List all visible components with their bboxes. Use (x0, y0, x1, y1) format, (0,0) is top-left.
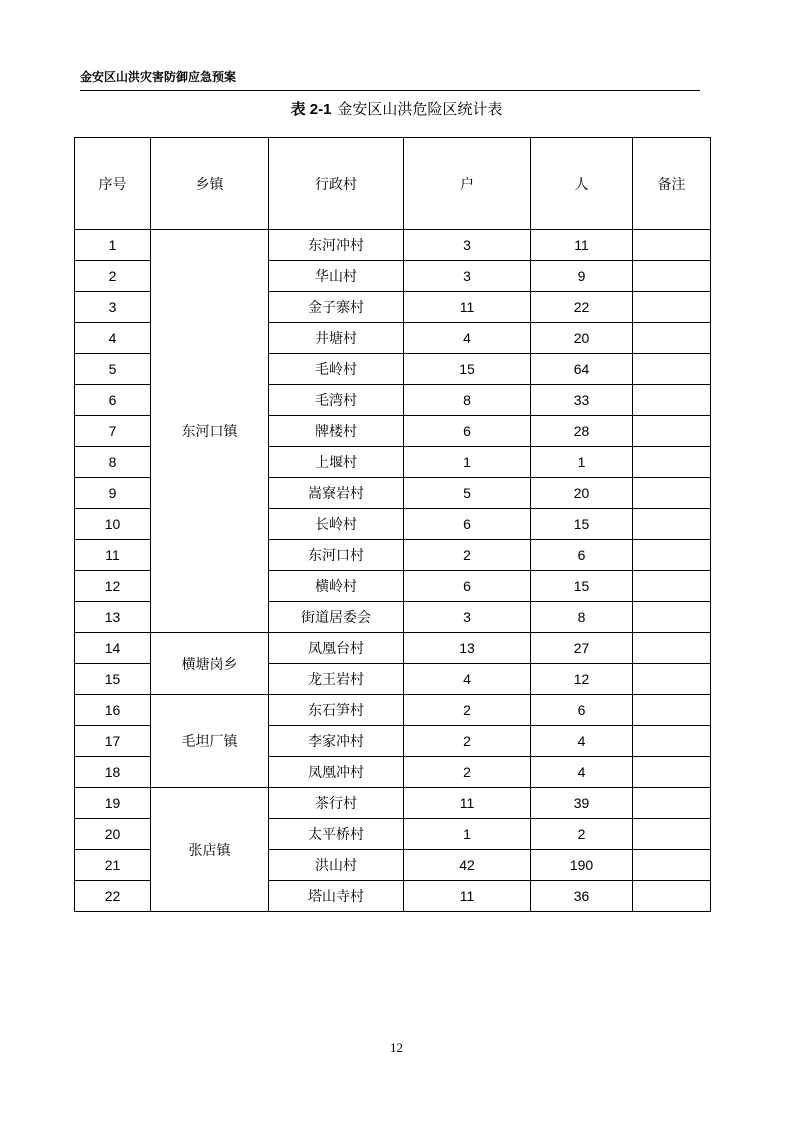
village-cell: 塔山寺村 (269, 881, 404, 912)
people-cell: 15 (531, 509, 633, 540)
column-header-remarks: 备注 (633, 138, 711, 230)
serial-cell: 14 (75, 633, 151, 664)
serial-cell: 3 (75, 292, 151, 323)
village-cell: 嵩寮岩村 (269, 478, 404, 509)
people-cell: 11 (531, 230, 633, 261)
people-cell: 1 (531, 447, 633, 478)
village-cell: 上堰村 (269, 447, 404, 478)
people-cell: 12 (531, 664, 633, 695)
document-header (80, 68, 700, 91)
village-cell: 街道居委会 (269, 602, 404, 633)
people-cell: 22 (531, 292, 633, 323)
serial-cell: 15 (75, 664, 151, 695)
village-cell: 李家冲村 (269, 726, 404, 757)
people-cell: 6 (531, 695, 633, 726)
people-cell: 4 (531, 757, 633, 788)
remarks-cell (633, 540, 711, 571)
table-caption-text: 金安区山洪危险区统计表 (337, 101, 503, 118)
town-cell: 毛坦厂镇 (151, 695, 269, 788)
village-cell: 牌楼村 (269, 416, 404, 447)
column-header-people: 人 (531, 138, 633, 230)
remarks-cell (633, 292, 711, 323)
households-cell: 1 (404, 819, 531, 850)
remarks-cell (633, 261, 711, 292)
serial-cell: 6 (75, 385, 151, 416)
households-cell: 4 (404, 323, 531, 354)
households-cell: 15 (404, 354, 531, 385)
document-header-title: 金安区山洪灾害防御应急预案 (80, 70, 237, 84)
people-cell: 20 (531, 323, 633, 354)
column-header-town: 乡镇 (151, 138, 269, 230)
households-cell: 6 (404, 509, 531, 540)
village-cell: 凤凰冲村 (269, 757, 404, 788)
remarks-cell (633, 757, 711, 788)
households-cell: 1 (404, 447, 531, 478)
village-cell: 东河口村 (269, 540, 404, 571)
people-cell: 2 (531, 819, 633, 850)
serial-cell: 21 (75, 850, 151, 881)
households-cell: 11 (404, 292, 531, 323)
people-cell: 20 (531, 478, 633, 509)
people-cell: 9 (531, 261, 633, 292)
village-cell: 茶行村 (269, 788, 404, 819)
households-cell: 2 (404, 757, 531, 788)
households-cell: 4 (404, 664, 531, 695)
remarks-cell (633, 230, 711, 261)
serial-cell: 12 (75, 571, 151, 602)
people-cell: 6 (531, 540, 633, 571)
remarks-cell (633, 385, 711, 416)
households-cell: 2 (404, 726, 531, 757)
village-cell: 毛岭村 (269, 354, 404, 385)
table-header-row (75, 138, 711, 230)
households-cell: 6 (404, 571, 531, 602)
households-cell: 11 (404, 881, 531, 912)
people-cell: 27 (531, 633, 633, 664)
remarks-cell (633, 726, 711, 757)
households-cell: 3 (404, 230, 531, 261)
remarks-cell (633, 447, 711, 478)
people-cell: 190 (531, 850, 633, 881)
column-header-village: 行政村 (269, 138, 404, 230)
people-cell: 36 (531, 881, 633, 912)
village-cell: 华山村 (269, 261, 404, 292)
serial-cell: 11 (75, 540, 151, 571)
serial-cell: 22 (75, 881, 151, 912)
serial-cell: 19 (75, 788, 151, 819)
table-row (75, 230, 711, 261)
column-header-households: 户 (404, 138, 531, 230)
households-cell: 2 (404, 540, 531, 571)
households-cell: 3 (404, 261, 531, 292)
serial-cell: 20 (75, 819, 151, 850)
households-cell: 8 (404, 385, 531, 416)
people-cell: 8 (531, 602, 633, 633)
people-cell: 28 (531, 416, 633, 447)
page-number: 12 (390, 1040, 403, 1055)
town-cell: 东河口镇 (151, 230, 269, 633)
table-caption (0, 100, 793, 120)
village-cell: 横岭村 (269, 571, 404, 602)
remarks-cell (633, 850, 711, 881)
people-cell: 33 (531, 385, 633, 416)
remarks-cell (633, 571, 711, 602)
households-cell: 2 (404, 695, 531, 726)
remarks-cell (633, 323, 711, 354)
remarks-cell (633, 695, 711, 726)
people-cell: 64 (531, 354, 633, 385)
village-cell: 太平桥村 (269, 819, 404, 850)
people-cell: 15 (531, 571, 633, 602)
remarks-cell (633, 509, 711, 540)
table-row (75, 788, 711, 819)
remarks-cell (633, 788, 711, 819)
remarks-cell (633, 602, 711, 633)
village-cell: 长岭村 (269, 509, 404, 540)
table-caption-number: 表 2-1 (290, 101, 332, 118)
households-cell: 5 (404, 478, 531, 509)
village-cell: 东石笋村 (269, 695, 404, 726)
households-cell: 6 (404, 416, 531, 447)
remarks-cell (633, 881, 711, 912)
remarks-cell (633, 478, 711, 509)
people-cell: 39 (531, 788, 633, 819)
serial-cell: 9 (75, 478, 151, 509)
households-cell: 13 (404, 633, 531, 664)
village-cell: 井塘村 (269, 323, 404, 354)
remarks-cell (633, 819, 711, 850)
town-cell: 张店镇 (151, 788, 269, 912)
table-body (75, 230, 711, 912)
serial-cell: 16 (75, 695, 151, 726)
table-row (75, 695, 711, 726)
remarks-cell (633, 664, 711, 695)
village-cell: 东河冲村 (269, 230, 404, 261)
remarks-cell (633, 354, 711, 385)
households-cell: 11 (404, 788, 531, 819)
remarks-cell (633, 416, 711, 447)
table-row (75, 633, 711, 664)
serial-cell: 13 (75, 602, 151, 633)
village-cell: 洪山村 (269, 850, 404, 881)
serial-cell: 17 (75, 726, 151, 757)
households-cell: 3 (404, 602, 531, 633)
serial-cell: 10 (75, 509, 151, 540)
remarks-cell (633, 633, 711, 664)
households-cell: 42 (404, 850, 531, 881)
serial-cell: 2 (75, 261, 151, 292)
serial-cell: 4 (75, 323, 151, 354)
village-cell: 毛湾村 (269, 385, 404, 416)
town-cell: 横塘岗乡 (151, 633, 269, 695)
people-cell: 4 (531, 726, 633, 757)
serial-cell: 1 (75, 230, 151, 261)
flood-danger-zone-table (74, 137, 711, 912)
village-cell: 龙王岩村 (269, 664, 404, 695)
column-header-serial: 序号 (75, 138, 151, 230)
village-cell: 金子寨村 (269, 292, 404, 323)
serial-cell: 18 (75, 757, 151, 788)
village-cell: 凤凰台村 (269, 633, 404, 664)
serial-cell: 5 (75, 354, 151, 385)
serial-cell: 8 (75, 447, 151, 478)
serial-cell: 7 (75, 416, 151, 447)
